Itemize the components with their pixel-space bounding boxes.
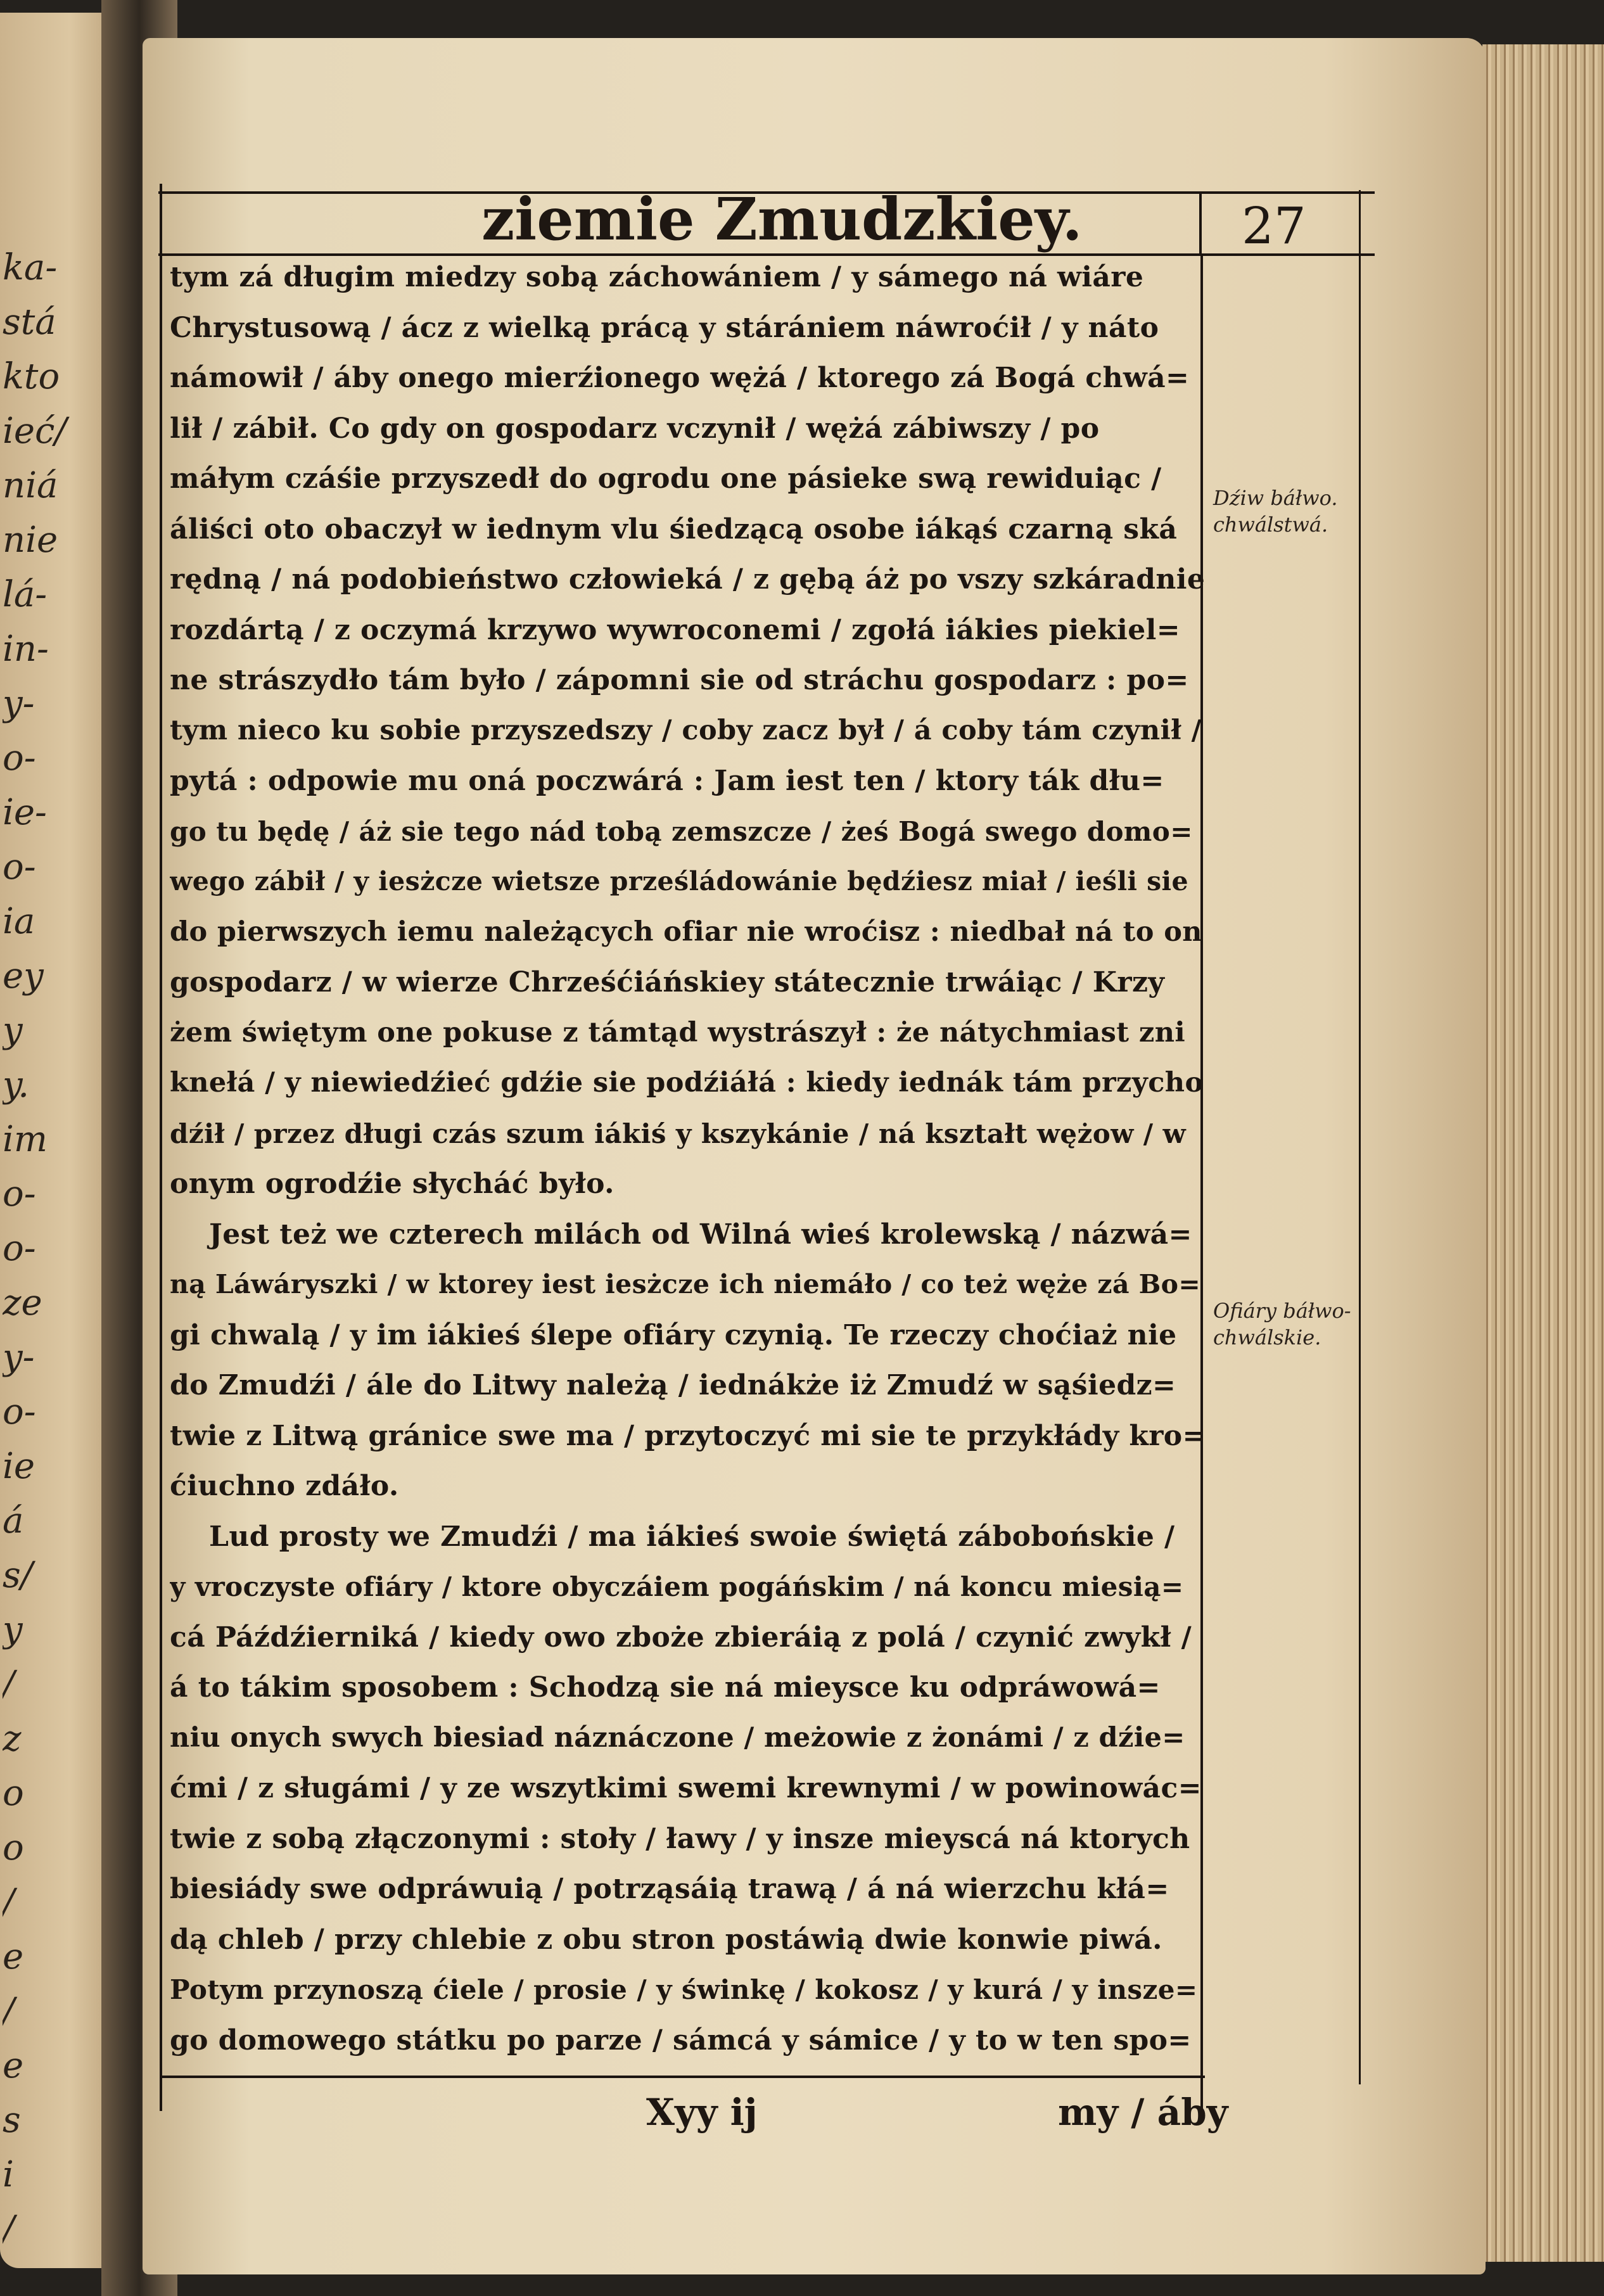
left-page-fragment: s/ [3, 1555, 33, 1596]
left-page-fragment: / [3, 2209, 15, 2250]
left-page-fragment: stá [3, 302, 56, 343]
left-page-fragment: / [3, 1664, 15, 1705]
left-page-fragment: in- [3, 628, 49, 670]
text-line: rozdártą / z oczymá krzywo wywroconemi / zgołá iákies piekiel= [170, 613, 1181, 646]
left-page-fragment: / [3, 1991, 15, 2032]
left-page-fragment: y- [3, 1337, 35, 1378]
text-line: máłym czáśie przyszedł do ogrodu one pásieke swą rewiduiąc / [170, 462, 1162, 495]
body-text [170, 252, 1206, 2067]
left-page-fragment: ieć/ [3, 411, 67, 452]
margin-note-1 [1213, 485, 1359, 561]
left-page-fragment: e [3, 2045, 24, 2086]
text-line: ne strászydło tám było / zápomni sie od stráchu gospodarz : po= [170, 664, 1189, 696]
left-page-fragment: y. [3, 1064, 29, 1106]
text-frame-bottom-rule [160, 2076, 1205, 2078]
left-page-fragment: o [3, 1773, 24, 1814]
left-page-fragment: y [3, 1010, 23, 1051]
left-page-fragment: kto [3, 356, 60, 397]
text-line: onym ogrodźie słycháć było. [170, 1168, 614, 1200]
text-line: y vroczyste ofiáry / ktore obyczáiem pogáńskim / ná koncu miesią= [170, 1571, 1184, 1602]
text-line: twie z sobą złączonymi : stoły / ławy / y insze mieyscá ná ktorych [170, 1822, 1190, 1855]
margin-note-line: Ofiáry báłwo- [1213, 1299, 1351, 1323]
signature-mark: Xyy ij [646, 2091, 758, 2134]
text-line: Chrystusową / ácz z wielką prácą y stárániem náwroćił / y náto [170, 311, 1159, 344]
left-page-fragment: o- [3, 1173, 36, 1215]
text-line: knełá / y niewiedźieć gdźie sie podźiáłá : kiedy iednák tám przycho [170, 1067, 1204, 1099]
text-line: wego zábił / y iesżcze wietsze prześládowánie będźiesz miał / ieśli sie [170, 866, 1189, 896]
margin-column-rule [1359, 190, 1361, 2084]
text-line: ćiuchno zdáło. [170, 1470, 399, 1502]
text-line: gi chwalą / y im iákieś ślepe ofiáry czynią. Te rzeczy choćiaż nie [170, 1318, 1177, 1351]
left-page-fragment: / [3, 1882, 15, 1923]
text-frame-left-rule [160, 184, 162, 2111]
text-line: lił / zábił. Co gdy on gospodarz vczynił / wężá zábiwszy / po [170, 412, 1100, 445]
left-page-fragment: o- [3, 846, 36, 888]
left-page-fragment: o- [3, 1228, 36, 1269]
left-page-fragment: z [3, 1718, 22, 1759]
catchword: my / áby [1058, 2091, 1228, 2134]
text-line: Potym przynoszą ćiele / prosie / y świnkę / kokosz / y kurá / y insze= [170, 1974, 1198, 2005]
left-page-fragment: ie [3, 1446, 35, 1487]
left-page-fragment: i [3, 2154, 14, 2195]
text-line: námowił / áby onego mierźionego wężá / ktorego zá Bogá chwá= [170, 362, 1190, 394]
left-page-fragment: y- [3, 683, 35, 724]
text-line: go tu będę / áż sie tego nád tobą zemszcze / żeś Bogá swego domo= [170, 815, 1193, 847]
text-line: ną Láwáryszki / w ktorey iest iesżcze ich niemáło / co też węże zá Bo= [170, 1269, 1201, 1299]
left-page-fragment: nie [3, 520, 58, 561]
text-line: gospodarz / w wierze Chrześćiáńskiey státecznie trwáiąc / Krzy [170, 966, 1165, 998]
margin-note-line: chwálstwá. [1213, 513, 1328, 537]
left-page-fragment: ze [3, 1282, 42, 1323]
left-page-fragment: e [3, 1936, 24, 1977]
left-page-fragment: o- [3, 1391, 36, 1432]
left-page-fragment: niá [3, 465, 58, 506]
left-page-fragment: s [3, 2100, 21, 2141]
text-line [170, 2065, 1206, 2067]
text-line: dą chleb / przy chlebie z obu stron postáwią dwie konwie piwá. [170, 1923, 1162, 1956]
left-page-fragment: y [3, 1609, 23, 1650]
text-line: żem świętym one pokuse z támtąd wystrászył : że nátychmiast zni [170, 1016, 1186, 1049]
text-line: áliści oto obaczył w iednym vlu śiedzącą osobe iákąś czarną ská [170, 513, 1178, 545]
text-line: Lud prosty we Zmudźi / ma iákieś swoie świętá zábobońskie / [209, 1520, 1175, 1553]
page-number: 27 [1242, 196, 1306, 255]
text-line: biesiády swe odpráwuią / potrząsáią trawą / á ná wierzchu kłá= [170, 1873, 1169, 1905]
left-page-fragment: im [3, 1119, 48, 1160]
left-page-fragment: o- [3, 737, 36, 779]
margin-note-line: chwálskie. [1213, 1325, 1321, 1349]
text-line: dźił / przez długi czás szum iákiś y kszykánie / ná kształt wężow / w [170, 1118, 1187, 1149]
text-line: rędną / ná podobieństwo człowieká / z gębą áż po vszy szkáradnie [170, 563, 1206, 596]
left-page-fragment: ey [3, 955, 44, 997]
left-page-fragment: ka- [3, 247, 58, 288]
text-line: do pierwszych iemu należących ofiar nie wroćisz : niedbał ná to on [170, 915, 1202, 948]
text-line: do Zmudźi / ále do Litwy należą / iednákże iż Zmudź w sąśiedz= [170, 1369, 1176, 1401]
text-line: á to tákim sposobem : Schodzą sie ná mieysce ku odpráwowá= [170, 1671, 1161, 1704]
page-fore-edge [1482, 44, 1604, 2262]
running-title: ziemie Zmudzkiey. [481, 185, 1083, 253]
header-divider-rule [1199, 194, 1202, 255]
text-line: Jest też we czterech milách od Wilná wieś krolewską / názwá= [209, 1218, 1192, 1251]
text-line: tym zá długim miedzy sobą záchowániem / y sámego ná wiáre [170, 261, 1144, 293]
text-line: ćmi / z sługámi / y ze wszytkimi swemi krewnymi / w powinowác= [170, 1772, 1202, 1804]
text-line: pytá : odpowie mu oná poczwárá : Jam iest ten / ktory ták dłu= [170, 765, 1164, 797]
left-page-fragment: o [3, 1827, 24, 1868]
text-line: go domowego státku po parze / sámcá y sámice / y to w ten spo= [170, 2024, 1192, 2057]
text-line: niu onych swych biesiad náznáczone / meżowie z żonámi / z dźie= [170, 1721, 1185, 1754]
left-page-fragment: ie- [3, 792, 47, 833]
margin-note-2 [1213, 1298, 1359, 1374]
left-page-fragment: ia [3, 901, 35, 942]
text-line: tym nieco ku sobie przyszedszy / coby zacz był / á coby tám czynił / [170, 714, 1202, 746]
margin-note-line: Dźiw báłwo. [1213, 486, 1338, 510]
left-page-fragment: lá- [3, 574, 48, 615]
left-page-fragment: á [3, 1500, 24, 1541]
text-line: cá Páźdźierniká / kiedy owo zboże zbieráią z polá / czynić zwykł / [170, 1621, 1192, 1654]
text-line: twie z Litwą gránice swe ma / przytoczyć mi sie te przykłády kro= [170, 1419, 1206, 1452]
